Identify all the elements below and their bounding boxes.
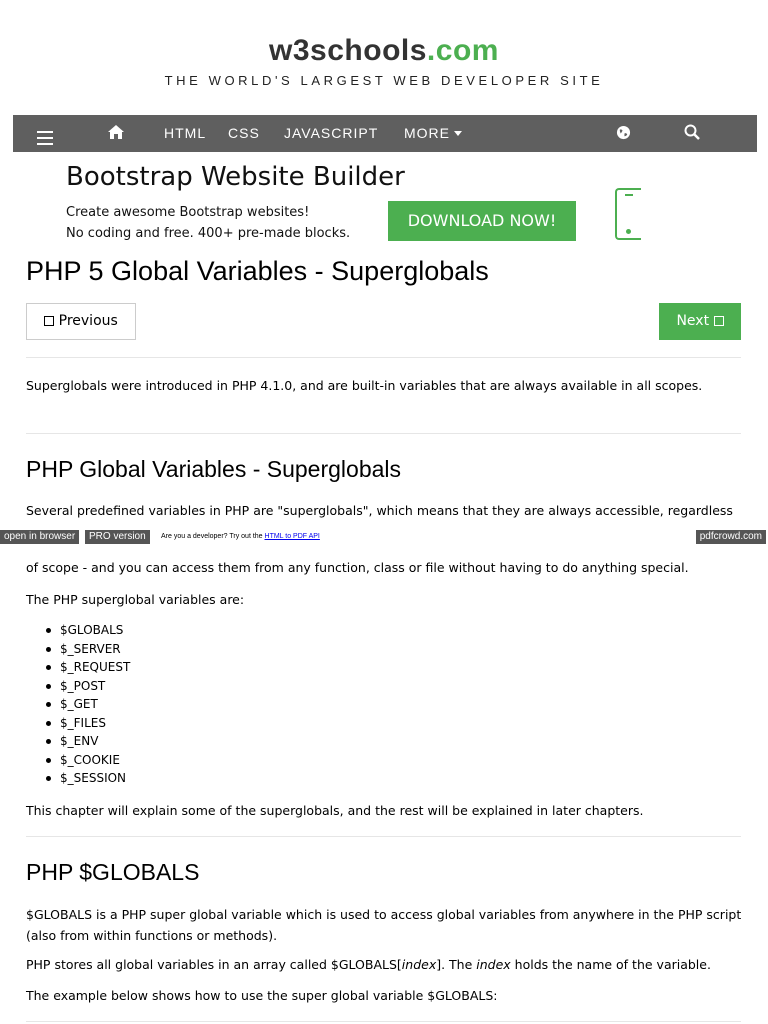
site-tagline: THE WORLD'S LARGEST WEB DEVELOPER SITE bbox=[164, 73, 604, 88]
search-icon[interactable] bbox=[684, 115, 700, 152]
nav-more-label: MORE bbox=[404, 125, 450, 141]
index-term: index bbox=[401, 957, 437, 972]
list-item: $_COOKIE bbox=[46, 751, 130, 770]
ad-banner[interactable] bbox=[66, 160, 666, 248]
list-item: $_FILES bbox=[46, 714, 130, 733]
pdfcrowd-bar bbox=[0, 530, 768, 544]
superglobals-list bbox=[46, 621, 130, 788]
ad-line-2: No coding and free. 400+ pre-made blocks. bbox=[66, 226, 351, 241]
superglobals-list-intro: The PHP superglobal variables are: bbox=[26, 592, 245, 607]
divider bbox=[26, 1021, 741, 1022]
globals-storage-text-a: PHP stores all global variables in an array called $GLOBALS[ bbox=[26, 957, 402, 972]
open-in-browser-button[interactable]: open in browser bbox=[0, 530, 79, 544]
nav-javascript[interactable]: JAVASCRIPT bbox=[284, 125, 379, 141]
list-item: $_SERVER bbox=[46, 640, 130, 659]
divider bbox=[26, 433, 741, 434]
list-item: $_POST bbox=[46, 677, 130, 696]
next-label: Next bbox=[676, 313, 710, 329]
superglobals-paragraph-part1: Several predefined variables in PHP are "superglobals", which means that they are always accessible, regardless bbox=[26, 503, 733, 518]
nav-css[interactable]: CSS bbox=[228, 125, 260, 141]
globals-example-intro: The example below shows how to use the super global variable $GLOBALS: bbox=[26, 988, 498, 1003]
box-icon bbox=[714, 316, 724, 326]
page-title: PHP 5 Global Variables - Superglobals bbox=[26, 256, 489, 286]
intro-paragraph: Superglobals were introduced in PHP 4.1.0, and are built-in variables that are always available in all scopes. bbox=[26, 378, 703, 393]
section-title-globals: PHP $GLOBALS bbox=[26, 859, 200, 885]
developer-promo-text: Are you a developer? Try out the bbox=[161, 533, 265, 540]
phone-icon bbox=[615, 188, 641, 240]
nav-more[interactable] bbox=[404, 115, 462, 152]
ad-download-button[interactable]: DOWNLOAD NOW! bbox=[388, 201, 576, 241]
developer-promo bbox=[161, 530, 320, 544]
divider bbox=[26, 357, 741, 358]
pro-version-button[interactable]: PRO version bbox=[85, 530, 150, 544]
list-item: $_REQUEST bbox=[46, 658, 130, 677]
next-button[interactable] bbox=[659, 303, 741, 340]
previous-button[interactable] bbox=[26, 303, 136, 340]
box-icon bbox=[44, 316, 54, 326]
hamburger-icon[interactable] bbox=[37, 115, 57, 152]
html-to-pdf-api-link[interactable]: HTML to PDF API bbox=[264, 533, 320, 540]
nav-html[interactable]: HTML bbox=[164, 125, 207, 141]
ad-title: Bootstrap Website Builder bbox=[66, 162, 405, 192]
globals-storage-paragraph bbox=[26, 954, 746, 975]
globals-description: $GLOBALS is a PHP super global variable which is used to access global variables from anywhere in the PHP script (also from within functions or methods). bbox=[26, 907, 742, 943]
index-term: index bbox=[476, 957, 511, 972]
home-icon[interactable] bbox=[107, 115, 125, 152]
site-logo[interactable] bbox=[0, 34, 768, 68]
ad-line-1: Create awesome Bootstrap websites! bbox=[66, 205, 310, 220]
section-title-superglobals: PHP Global Variables - Superglobals bbox=[26, 456, 402, 482]
divider bbox=[26, 836, 741, 837]
globals-storage-text-b: ]. The bbox=[436, 957, 477, 972]
globe-icon[interactable] bbox=[616, 115, 631, 152]
list-item: $GLOBALS bbox=[46, 621, 130, 640]
superglobals-paragraph-part2: of scope - and you can access them from any function, class or file without having to do anything special. bbox=[26, 560, 689, 575]
caret-down-icon bbox=[454, 131, 462, 136]
logo-main: w3schools bbox=[269, 34, 427, 67]
previous-label: Previous bbox=[58, 313, 118, 329]
logo-suffix: .com bbox=[426, 34, 499, 67]
top-navigation bbox=[13, 115, 757, 152]
list-item: $_GET bbox=[46, 695, 130, 714]
chapter-note: This chapter will explain some of the superglobals, and the rest will be explained in later chapters. bbox=[26, 803, 644, 818]
globals-storage-text-c: holds the name of the variable. bbox=[510, 957, 711, 972]
list-item: $_ENV bbox=[46, 732, 130, 751]
pdfcrowd-brand-link[interactable]: pdfcrowd.com bbox=[696, 530, 766, 544]
list-item: $_SESSION bbox=[46, 769, 130, 788]
